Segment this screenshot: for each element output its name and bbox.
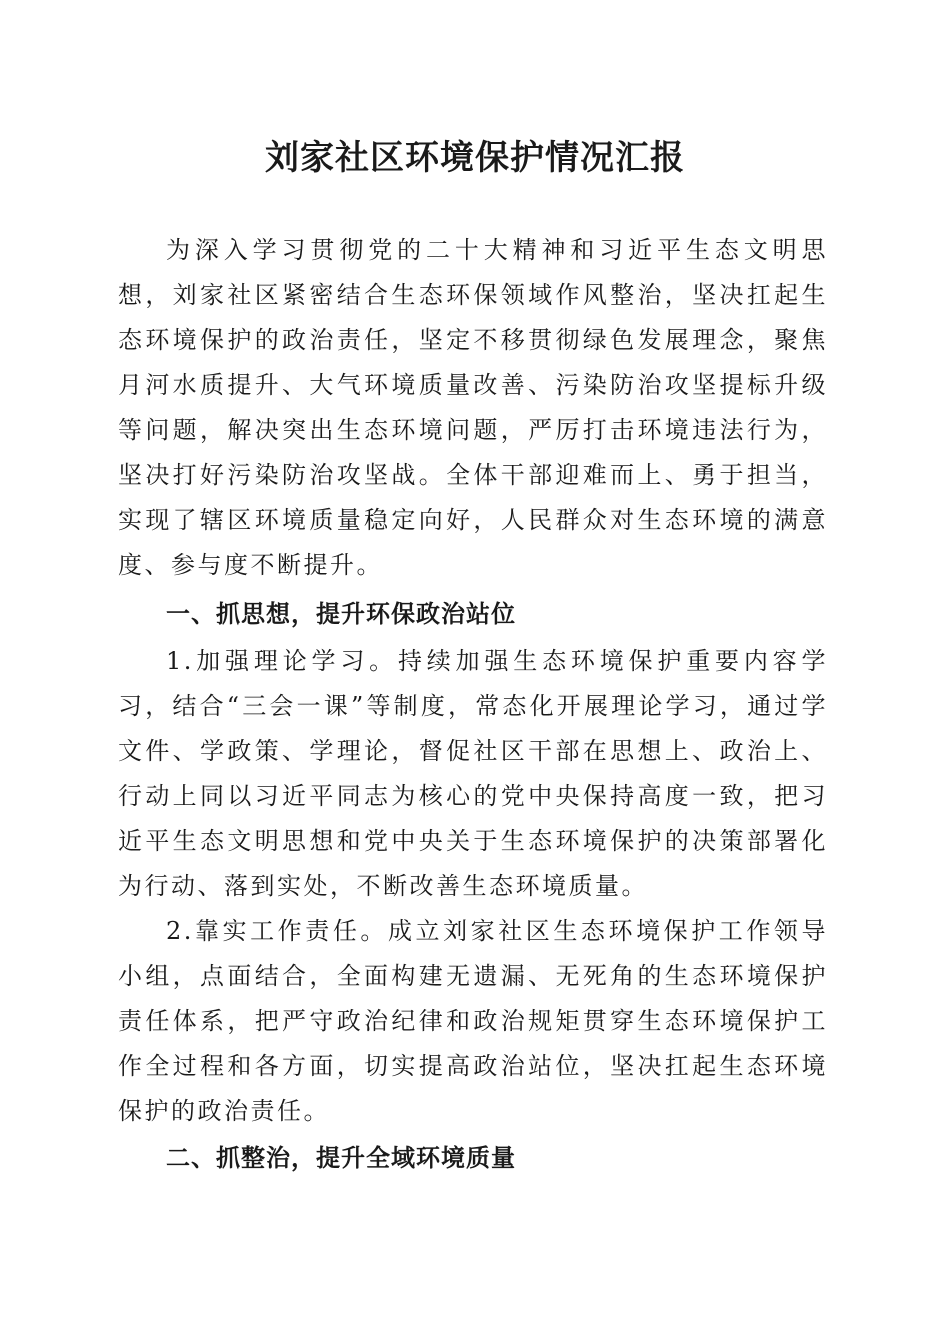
intro-paragraph: 为深入学习贯彻党的二十大精神和习近平生态文明思想，刘家社区紧密结合生态环保领域作风整治，坚决扛起生态环境保护的政治责任，坚定不移贯彻绿色发展理念，聚焦月河水质提升、大气环境质量改善、污染防治攻坚提标升级等问题，解决突出生态环境问题，严厉打击环境违法行为，坚决打好污染防治攻坚战。全体干部迎难而上、勇于担当，实现了辖区环境质量稳定向好，人民群众对生态环境的满意度、参与度不断提升。 xyxy=(118,236,828,579)
section-heading-1: 一、抓思想，提升环保政治站位 xyxy=(166,600,516,628)
document-body xyxy=(118,228,828,1181)
section-heading-2: 二、抓整治，提升全域环境质量 xyxy=(166,1144,516,1172)
section-1-item-1: 1.加强理论学习。持续加强生态环境保护重要内容学习，结合“三会一课”等制度，常态化开展理论学习，通过学文件、学政策、学理论，督促社区干部在思想上、政治上、行动上同以习近平同志为核心的党中央保持高度一致，把习近平生态文明思想和党中央关于生态环境保护的决策部署化为行动、落到实处，不断改善生态环境质量。 xyxy=(118,647,828,900)
document-title: 刘家社区环境保护情况汇报 xyxy=(265,138,685,178)
section-1-item-2: 2.靠实工作责任。成立刘家社区生态环境保护工作领导小组，点面结合，全面构建无遗漏、无死角的生态环境保护责任体系，把严守政治纪律和政治规矩贯穿生态环境保护工作全过程和各方面，切实提高政治站位，坚决扛起生态环境保护的政治责任。 xyxy=(118,917,828,1125)
